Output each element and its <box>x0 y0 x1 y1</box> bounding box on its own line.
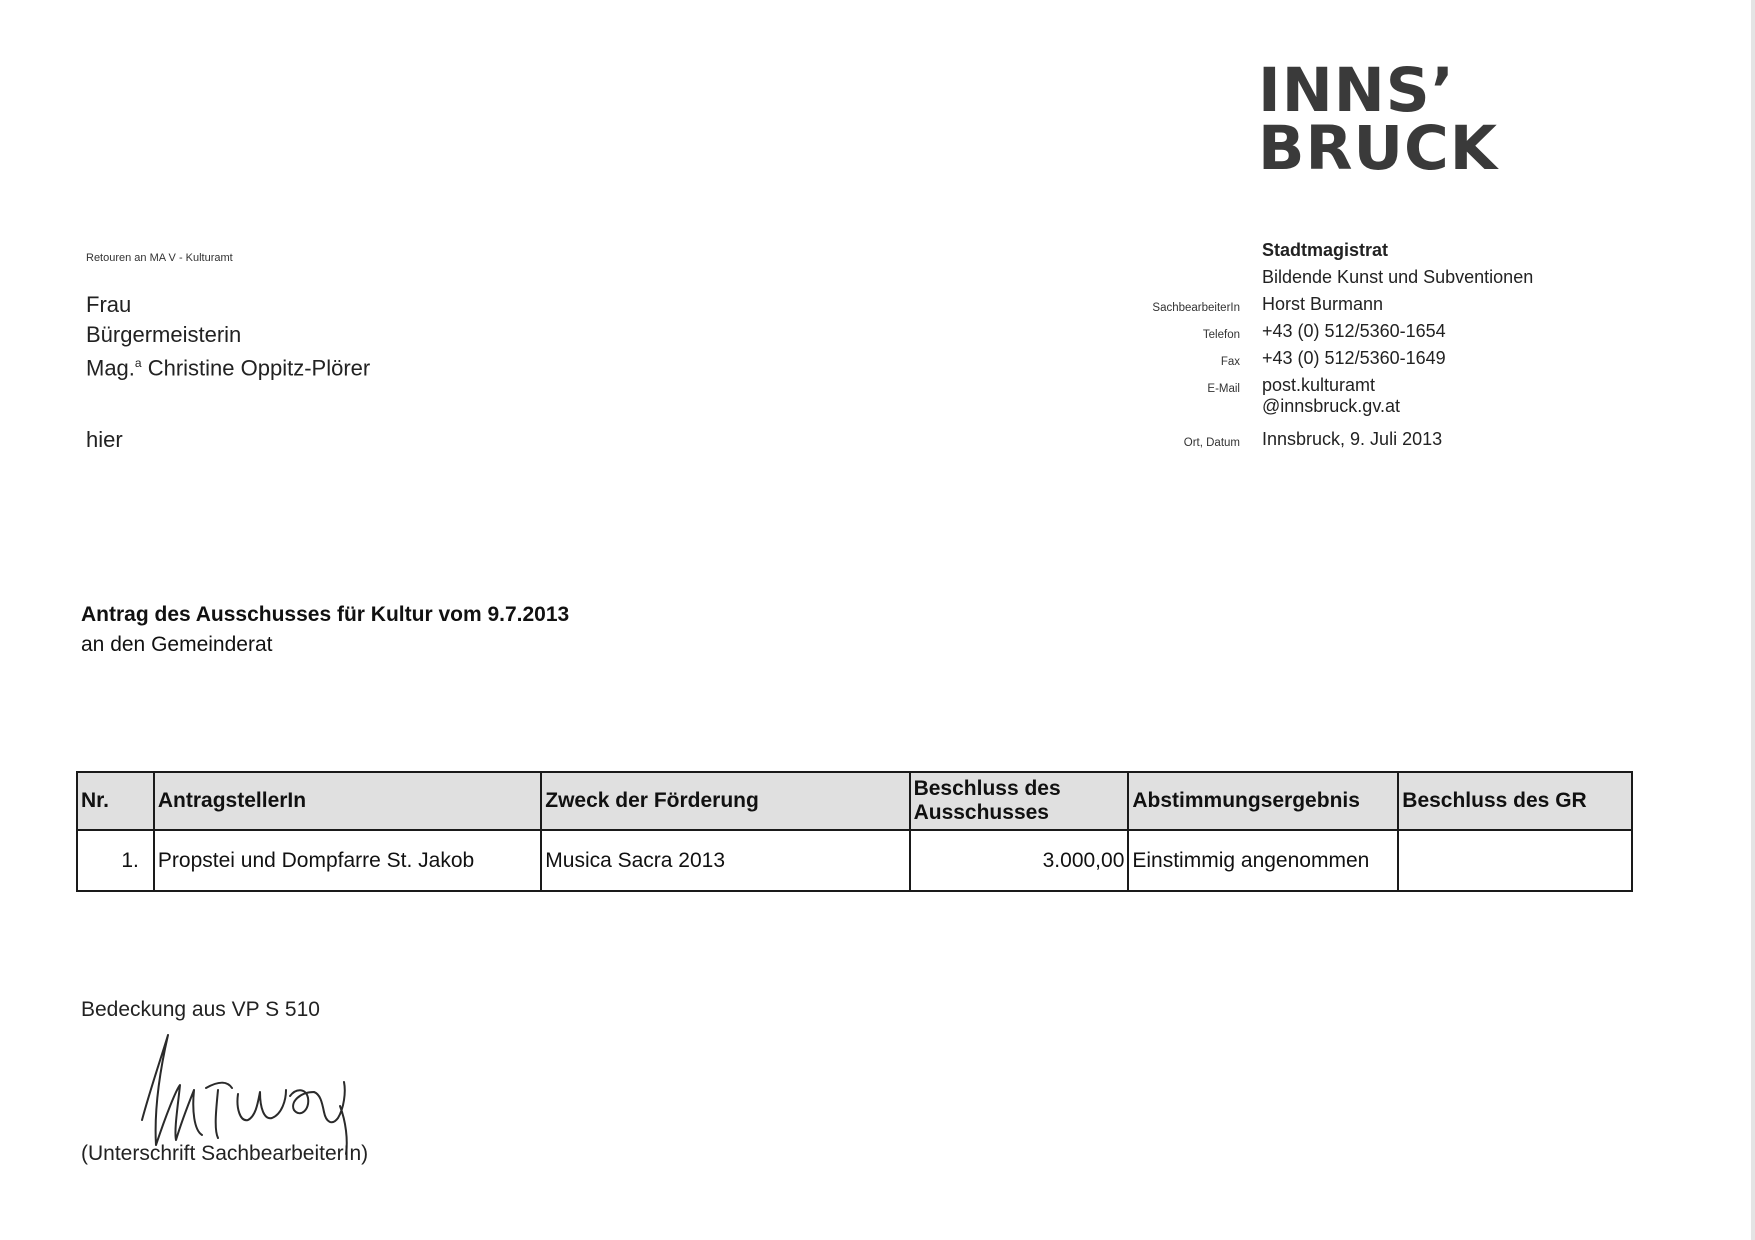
cell-purpose: Musica Sacra 2013 <box>541 830 909 891</box>
header-applicant: AntragstellerIn <box>154 772 541 830</box>
place-date: Innsbruck, 9. Juli 2013 <box>1262 429 1443 449</box>
department-name: Bildende Kunst und Subventionen <box>1262 267 1534 287</box>
logo-line-1: INNS’ <box>1258 55 1455 126</box>
email-label: E-Mail <box>1207 383 1240 395</box>
date-label: Ort, Datum <box>1183 437 1240 449</box>
email-line-2: @innsbruck.gv.at <box>1262 396 1400 416</box>
email-line-1: post.kulturamt <box>1262 375 1376 395</box>
phone-number: +43 (0) 512/5360-1654 <box>1262 321 1446 341</box>
header-vote-result: Abstimmungsergebnis <box>1128 772 1398 830</box>
office-name: Stadtmagistrat <box>1262 240 1389 260</box>
header-committee-line-1: Beschluss des <box>913 777 1061 800</box>
clerk-name: Horst Burmann <box>1262 294 1384 314</box>
return-address: Retouren an MA V - Kulturamt <box>86 252 233 264</box>
innsbruck-logo <box>1258 55 1499 184</box>
subject-block <box>81 600 569 660</box>
header-committee-decision <box>910 772 1129 830</box>
clerk-label: SachbearbeiterIn <box>1152 302 1240 314</box>
page-edge <box>1751 0 1755 1240</box>
contact-block <box>1080 240 1533 456</box>
subject-title: Antrag des Ausschusses für Kultur vom 9.7.2013 <box>81 603 570 626</box>
recipient-location: hier <box>86 427 123 452</box>
table-row <box>77 830 1632 891</box>
logo-line-2: BRUCK <box>1258 113 1499 184</box>
header-council-decision: Beschluss des GR <box>1398 772 1632 830</box>
header-purpose: Zweck der Förderung <box>541 772 909 830</box>
handwritten-signature <box>110 1030 410 1160</box>
recipient-title: Mag. <box>86 355 135 381</box>
recipient-block <box>86 290 370 383</box>
recipient-fullname: Christine Oppitz-Plörer <box>141 355 371 381</box>
phone-label: Telefon <box>1202 329 1240 341</box>
cell-council-decision <box>1398 830 1632 891</box>
fax-number: +43 (0) 512/5360-1649 <box>1262 348 1446 368</box>
table-header-row <box>77 772 1632 830</box>
header-nr: Nr. <box>77 772 154 830</box>
cell-vote-result: Einstimmig angenommen <box>1128 830 1398 891</box>
recipient-title-sup: a <box>134 356 142 370</box>
recipient-role: Bürgermeisterin <box>86 321 242 347</box>
header-committee-line-2: Ausschusses <box>913 801 1049 824</box>
cell-applicant: Propstei und Dompfarre St. Jakob <box>154 830 541 891</box>
email-address <box>1262 375 1400 417</box>
fax-label: Fax <box>1220 356 1240 368</box>
signature-caption: (Unterschrift SachbearbeiterIn) <box>81 1142 369 1165</box>
recipient-name <box>86 349 370 383</box>
cell-amount: 3.000,00 <box>910 830 1129 891</box>
subject-subtitle: an den Gemeinderat <box>81 633 273 656</box>
cell-nr: 1. <box>77 830 154 891</box>
grants-table <box>76 771 1633 892</box>
budget-coverage: Bedeckung aus VP S 510 <box>81 998 320 1021</box>
recipient-salutation: Frau <box>86 292 132 317</box>
